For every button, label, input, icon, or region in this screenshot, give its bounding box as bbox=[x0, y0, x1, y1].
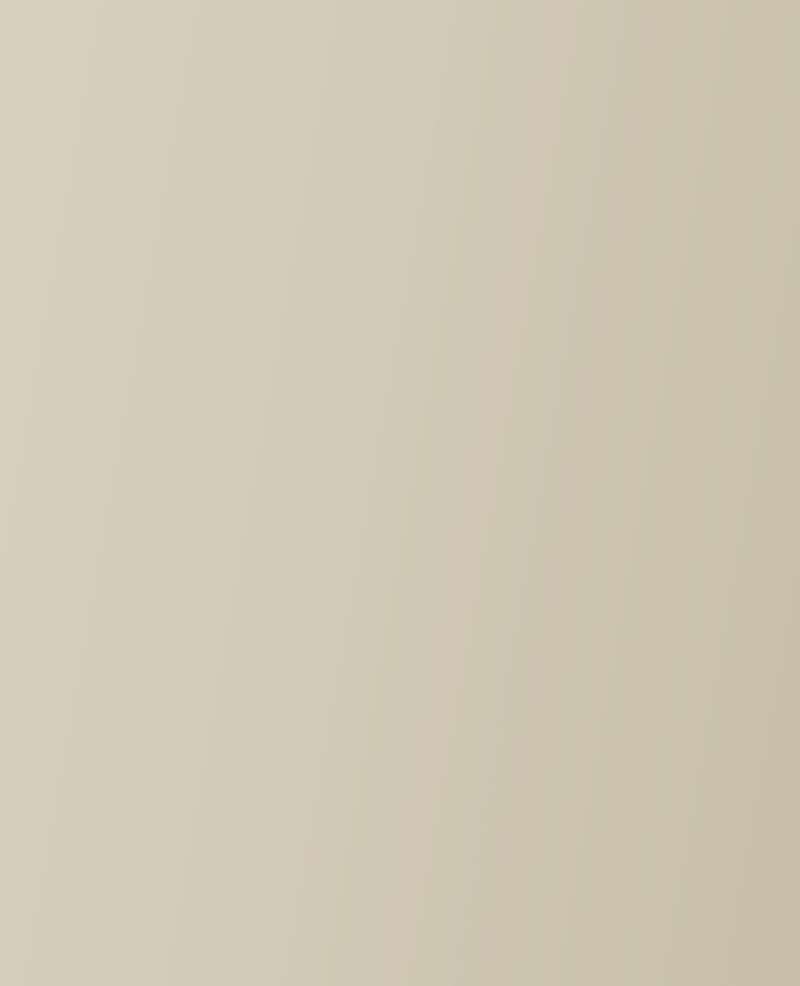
table-of-contents bbox=[0, 15, 800, 30]
